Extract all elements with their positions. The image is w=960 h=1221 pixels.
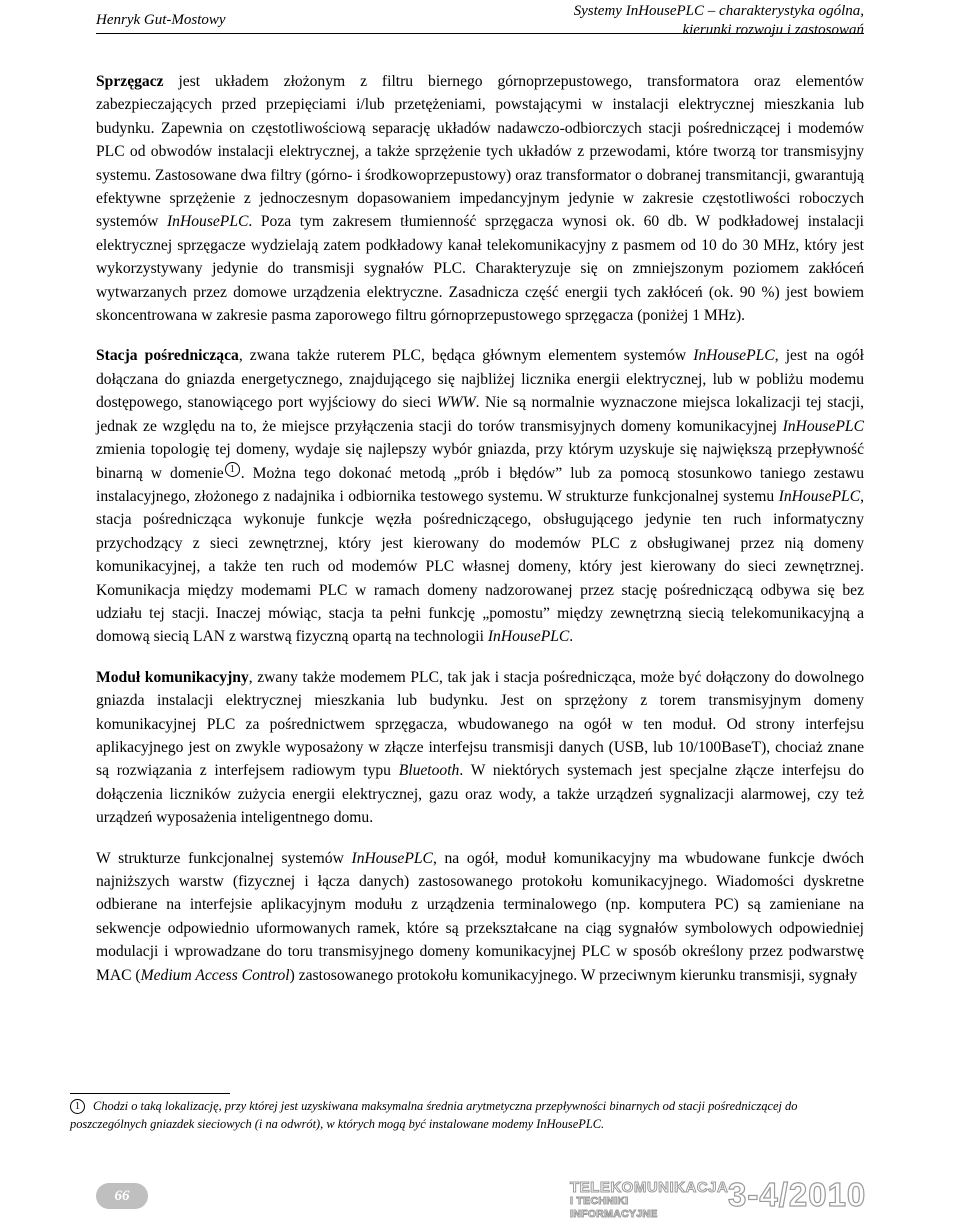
header-rule [96, 33, 864, 34]
paragraph-text: . Nie są normalnie wyznaczone miejsca lokalizacji tej stacji, jednak ze względu na to, że miejsce przyłączenia stacji do torów transmisyjnych domeny komunikacyjnej [96, 394, 864, 435]
paragraph-text: , zwany także modemem PLC, tak jak i stacja pośrednicząca, może być dołączony do dowolnego gniazda instalacji elektrycznej mieszkania lub budynku. Jest on sprzężony z torem transmisyjnym domeny komunikacyjnej PLC za pośrednictwem sprzęgacza, wbudowanego na ogół w ten moduł. Od strony interfejsu aplikacyjnego jest on zwykle wyposażony w złącze interfejsu transmisji danych (USB, lub 10/100BaseT), chociaż znane są rozwiązania z interfejsem radiowym typu [96, 668, 865, 780]
running-header-title-line2: kierunki rozwoju i zastosowań [682, 22, 864, 38]
paragraph-text: , stacja pośrednicząca wykonuje funkcje węzła pośredniczącego, obsługującego jedynie ten ruch informatyczny przychodzący z sieci zewnętrznej, który jest kierowany do modemów PLC z obsługiwanej przez nią domeny komunikacyjnej, a także ten ruch od modemów PLC własnej domeny, który jest kierowany do sieci zewnętrznej. Komunikacja między modemami PLC w ramach domeny nadzorowanej przez stację pośredniczącą odbywa się bez udziału tej stacji. Inaczej mówiąc, stacja ta pełni funkcję „pomostu” między zewnętrzną siecią telekomunikacyjną a domową siecią LAN z warstwą fizyczną opartą na technologii [96, 487, 864, 646]
brand-name: InHousePLC [166, 213, 249, 231]
paragraph-text: , na ogół, moduł komunikacyjny ma wbudowane funkcje dwóch najniższych warstw (fizycznej i łącza danych) zastosowanego protokołu komunikacyjnego. Wiadomości dyskretne odbierane na interfejsie aplikacyjnym modułu z urządzenia terminalowego (np. komputera PC) są zamieniane na sekwencje odpowiednio uformowanych ramek, które są przekształcane na ciąg sygnałów symbolowych odpowiedniej modulacji i wprowadzane do toru transmisyjnego domeny komunikacyjnej PLC w sposób określony przez podwarstwę MAC ( [96, 849, 864, 984]
running-header-title [574, 2, 864, 40]
footnote-text: Chodzi o taką lokalizację, przy której jest uzyskiwana maksymalna średnia arytmetyczna przepływności binarnych od stacji pośredniczącej do poszczególnych gniazdek sieciowych (i na odwrót), w których mogą być instalowane modemy InHousePLC. [70, 1099, 798, 1131]
paragraph-coupler [96, 70, 864, 327]
www-term: WWW [436, 394, 476, 412]
term-relay-station: Stacja pośrednicząca [96, 347, 239, 365]
bluetooth-term: Bluetooth [398, 762, 460, 780]
journal-logo-line1: TELEKOMUNIKACJA [570, 1179, 729, 1196]
paragraph-text: , zwana także ruterem PLC, będąca głównym elementem systemów [238, 347, 694, 365]
brand-name: InHousePLC [487, 628, 570, 646]
paragraph-text: . [569, 628, 574, 646]
brand-name: InHousePLC [778, 487, 861, 505]
paragraph-comm-module [96, 666, 864, 830]
running-header-title-line1: Systemy InHousePLC – charakterystyka ogólna, [573, 3, 864, 19]
footnote-mark: 1 [70, 1099, 85, 1114]
article-body [96, 70, 864, 1004]
journal-logo-line2: I TECHNIKI INFORMACYJNE [570, 1195, 658, 1220]
paragraph-text: ) zastosowanego protokołu komunikacyjnego. W przeciwnym kierunku transmisji, sygnały [289, 966, 858, 984]
running-header-author: Henryk Gut-Mostowy [96, 12, 226, 28]
paragraph-text: . Można tego dokonać metodą „prób i błędów” lub za pomocą stosunkowo taniego zestawu instalacyjnego, złożonego z nadajnika i odbiornika testowego systemu. W strukturze funkcjonalnej systemu [96, 464, 864, 505]
footnote-reference[interactable]: 1 [225, 462, 240, 477]
footnote [70, 1097, 864, 1133]
brand-name: InHousePLC [782, 417, 864, 435]
footnote-rule [70, 1093, 230, 1094]
paragraph-text: . W niektórych systemach jest specjalne złącze interfejsu do dołączenia liczników zużycia energii elektrycznej, gazu oraz wody, a także urządzeń sygnalizacji alarmowej, czy też urządzeń wyposażenia inteligentnego domu. [96, 762, 864, 827]
brand-name: InHousePLC [693, 347, 775, 365]
paragraph-text: jest układem złożonym z filtru biernego górnoprzepustowego, transformatora oraz elementów zabezpieczających przed przepięciami i/lub przetężeniami, powstającymi w instalacji elektrycznej mieszkania lub budynku. Zapewnia on częstotliwościową separację układów nadawczo-odbiorczych stacji pośredniczącej i modemów PLC od obwodów instalacji elektrycznej, a także sprzężenie tych układów z przewodami, które tworzą tor transmisyjny systemu. Zastosowane dwa filtry (górno- i środkowoprzepustowy) oraz transformator o dobranej transmitancji, gwarantują efektywne sprzężenie z jednoczesnym dopasowaniem impedancyjnym jedynie w zakresie częstotliwości roboczych systemów [96, 73, 864, 231]
mac-term: Medium Access Control [140, 966, 290, 984]
paragraph-text: W strukturze funkcjonalnej systemów [96, 849, 352, 867]
term-comm-module: Moduł komunikacyjny [96, 668, 249, 686]
paragraph-relay-station [96, 344, 864, 648]
brand-name: InHousePLC [351, 849, 433, 867]
journal-logo [570, 1179, 729, 1221]
paragraph-functional-structure [96, 847, 864, 987]
journal-issue: 3-4/2010 [728, 1176, 867, 1213]
paragraph-text: . Poza tym zakresem tłumienność sprzęgacza wynosi ok. 60 db. W podkładowej instalacji elektrycznej sprzęgacze wydzielają zatem podkładowy kanał telekomunikacyjny z pasmem od 10 do 30 MHz, który jest wykorzystywany jedynie do transmisji sygnałów PLC. Charakteryzuje się on zmniejszonym poziomem zakłóceń wytwarzanych przez domowe urządzenia elektryczne. Zasadnicza część energii tych zakłóceń (ok. 90 %) jest bowiem skoncentrowana w zakresie pasma zaporowego filtru górnoprzepustowego sprzęgacza (poniżej 1 MHz). [96, 213, 864, 325]
term-coupler: Sprzęgacz [96, 73, 164, 90]
paragraph-text: zmienia topologię tej domeny, wydaje się najlepszy wybór gniazda, przy którym uzyskuje się największą przepływność binarną w domenie [96, 441, 864, 482]
page-number-badge: 66 [96, 1183, 148, 1209]
paragraph-text: , jest na ogół dołączana do gniazda energetycznego, znajdującego się najbliżej licznika energii elektrycznej, lub w pobliżu modemu dostępowego, stanowiącego port wyjściowy do sieci [96, 347, 864, 412]
